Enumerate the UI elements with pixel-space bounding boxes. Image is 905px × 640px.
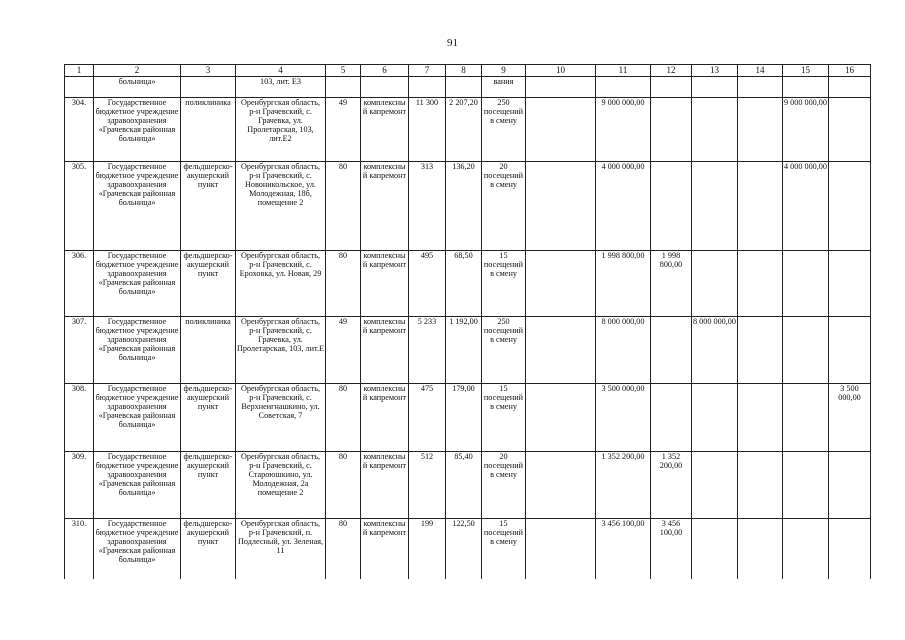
column-number-row <box>65 65 871 77</box>
cell-row-number: 304. <box>65 98 94 162</box>
table-row <box>65 162 871 251</box>
cell-capacity: 20 посещений в смену <box>482 162 526 251</box>
cell-institution: Государственное бюджетное учреждение здравоохранения «Грачевская районная больница» <box>94 162 181 251</box>
cell-col15: 4 000 000,00 <box>783 162 829 251</box>
cell-volume: 495 <box>409 251 446 317</box>
cell-work-type: комплексный капремонт <box>361 251 409 317</box>
cell-col15 <box>783 251 829 317</box>
cell-volume: 475 <box>409 384 446 452</box>
cell-col13 <box>692 519 738 580</box>
cell-address: Оренбургская область, р-н Грачевский, с. Староюшкино, ул. Молодежная, 2а помещение 2 <box>236 452 326 519</box>
column-number: 5 <box>326 65 361 77</box>
cell-col10 <box>526 98 596 162</box>
cell-facility-type: фельдшерско-акушерский пункт <box>181 162 236 251</box>
cell-col16 <box>829 452 871 519</box>
column-number: 4 <box>236 65 326 77</box>
cell-facility-type: фельдшерско-акушерский пункт <box>181 519 236 580</box>
cell-col14 <box>738 98 783 162</box>
cell-capacity: 15 посещений в смену <box>482 519 526 580</box>
column-number: 8 <box>446 65 482 77</box>
cell-col16 <box>829 251 871 317</box>
cell-facility-type: фельдшерско-акушерский пункт <box>181 251 236 317</box>
cell-address: Оренбургская область, р-н Грачевский, с. Ероховка, ул. Новая, 29 <box>236 251 326 317</box>
cell-institution: больница» <box>94 77 181 98</box>
cell-facility-type: фельдшерско-акушерский пункт <box>181 384 236 452</box>
cell-work-type: комплексный капремонт <box>361 162 409 251</box>
cell-col12: 1 998 800,00 <box>651 251 692 317</box>
cell-address: Оренбургская область, р-н Грачевский, с. Грачевка, ул. Пролетарская, 103, лит.Е <box>236 317 326 384</box>
cell-col15 <box>783 317 829 384</box>
cell-capacity: 15 посещений в смену <box>482 384 526 452</box>
cell-col13 <box>692 251 738 317</box>
table-row <box>65 317 871 384</box>
cell-col12 <box>651 98 692 162</box>
cell-col14 <box>738 317 783 384</box>
cell-capacity: 20 посещений в смену <box>482 452 526 519</box>
cell-col14 <box>738 452 783 519</box>
cell-col14 <box>738 519 783 580</box>
cell-total-cost: 3 456 100,00 <box>596 519 651 580</box>
table-row <box>65 98 871 162</box>
cell-capacity: 250 посещений в смену <box>482 98 526 162</box>
table-row <box>65 452 871 519</box>
cell-total-cost: 3 500 000,00 <box>596 384 651 452</box>
cell-total-cost: 8 000 000,00 <box>596 317 651 384</box>
cell-col15: 9 000 000,00 <box>783 98 829 162</box>
cell-col10 <box>526 317 596 384</box>
column-number: 14 <box>738 65 783 77</box>
cell-code: 80 <box>326 384 361 452</box>
cell-volume: 5 233 <box>409 317 446 384</box>
cell-col16 <box>829 162 871 251</box>
cell-address: Оренбургская область, р-н Грачевский, с. Новоникольское, ул. Молодежная, 18б, помещение 2 <box>236 162 326 251</box>
cell-work-type: комплексный капремонт <box>361 98 409 162</box>
cell-code: 80 <box>326 452 361 519</box>
cell-institution: Государственное бюджетное учреждение здравоохранения «Грачевская районная больница» <box>94 384 181 452</box>
cell-work-type: комплексный капремонт <box>361 317 409 384</box>
cell-col12 <box>651 384 692 452</box>
column-number: 3 <box>181 65 236 77</box>
cell-col10 <box>526 519 596 580</box>
column-number: 6 <box>361 65 409 77</box>
cell-work-type: комплексный капремонт <box>361 452 409 519</box>
continuation-row <box>65 77 871 98</box>
cell-col10 <box>526 162 596 251</box>
cell-code: 80 <box>326 519 361 580</box>
cell-col12: 1 352 200,00 <box>651 452 692 519</box>
cell-area: 122,50 <box>446 519 482 580</box>
cell-row-number: 305. <box>65 162 94 251</box>
cell-address: Оренбургская область, р-н Грачевский, п. Подлесный, ул. Зеленая, 11 <box>236 519 326 580</box>
cell-work-type: комплексный капремонт <box>361 384 409 452</box>
cell-col13 <box>692 98 738 162</box>
cell-col12 <box>651 317 692 384</box>
cell-total-cost: 9 000 000,00 <box>596 98 651 162</box>
cell-row-number: 306. <box>65 251 94 317</box>
cell-facility-type: поликлиника <box>181 317 236 384</box>
cell-col10 <box>526 384 596 452</box>
cell-code: 80 <box>326 162 361 251</box>
cell-col15 <box>783 384 829 452</box>
cell-col13: 8 000 000,00 <box>692 317 738 384</box>
cell-col13 <box>692 384 738 452</box>
cell-area: 1 192,00 <box>446 317 482 384</box>
cell-col15 <box>783 452 829 519</box>
cell-institution: Государственное бюджетное учреждение здравоохранения «Грачевская районная больница» <box>94 317 181 384</box>
cell-area: 68,50 <box>446 251 482 317</box>
column-number: 1 <box>65 65 94 77</box>
cell-col16 <box>829 98 871 162</box>
cell-work-type: комплексный капремонт <box>361 519 409 580</box>
cell-volume: 313 <box>409 162 446 251</box>
cell-area: 136,20 <box>446 162 482 251</box>
cell-col14 <box>738 251 783 317</box>
cell-col13 <box>692 162 738 251</box>
cell-code: 49 <box>326 317 361 384</box>
cell-capacity: 15 посещений в смену <box>482 251 526 317</box>
cell-row-number: 308. <box>65 384 94 452</box>
cell-facility-type: фельдшерско-акушерский пункт <box>181 452 236 519</box>
cell-col14 <box>738 384 783 452</box>
cell-volume: 11 300 <box>409 98 446 162</box>
column-number: 16 <box>829 65 871 77</box>
cell-area: 2 207,20 <box>446 98 482 162</box>
cell-capacity: вания <box>482 77 526 98</box>
cell-code: 49 <box>326 98 361 162</box>
cell-total-cost: 1 352 200,00 <box>596 452 651 519</box>
cell-address: Оренбургская область, р-н Грачевский, с. Верхнеигнашкино, ул. Советская, 7 <box>236 384 326 452</box>
cell-address: 103, лит. Е3 <box>236 77 326 98</box>
cell-area: 179,00 <box>446 384 482 452</box>
cell-col16 <box>829 317 871 384</box>
cell-total-cost: 1 998 800,00 <box>596 251 651 317</box>
column-number: 10 <box>526 65 596 77</box>
capital-repair-table <box>64 64 871 579</box>
table-row <box>65 251 871 317</box>
column-number: 15 <box>783 65 829 77</box>
cell-volume: 512 <box>409 452 446 519</box>
cell-capacity: 250 посещений в смену <box>482 317 526 384</box>
cell-address: Оренбургская область, р-н Грачевский, с. Грачевка, ул. Пролетарская, 103, лит.Е2 <box>236 98 326 162</box>
cell-institution: Государственное бюджетное учреждение здравоохранения «Грачевская районная больница» <box>94 452 181 519</box>
column-number: 11 <box>596 65 651 77</box>
cell-col12 <box>651 162 692 251</box>
cell-code: 80 <box>326 251 361 317</box>
page-number: 91 <box>447 37 458 49</box>
cell-area: 85,40 <box>446 452 482 519</box>
cell-col10 <box>526 251 596 317</box>
cell-col16 <box>829 519 871 580</box>
cell-col12: 3 456 100,00 <box>651 519 692 580</box>
cell-total-cost: 4 000 000,00 <box>596 162 651 251</box>
column-number: 7 <box>409 65 446 77</box>
column-number: 2 <box>94 65 181 77</box>
column-number: 9 <box>482 65 526 77</box>
cell-col10 <box>526 452 596 519</box>
cell-row-number: 309. <box>65 452 94 519</box>
table-row <box>65 519 871 580</box>
cell-facility-type: поликлиника <box>181 98 236 162</box>
column-number: 12 <box>651 65 692 77</box>
cell-institution: Государственное бюджетное учреждение здравоохранения «Грачевская районная больница» <box>94 251 181 317</box>
cell-institution: Государственное бюджетное учреждение здравоохранения «Грачевская районная больница» <box>94 98 181 162</box>
cell-col15 <box>783 519 829 580</box>
cell-col14 <box>738 162 783 251</box>
cell-col16: 3 500 000,00 <box>829 384 871 452</box>
column-number: 13 <box>692 65 738 77</box>
cell-volume: 199 <box>409 519 446 580</box>
table-row <box>65 384 871 452</box>
cell-row-number: 307. <box>65 317 94 384</box>
cell-row-number: 310. <box>65 519 94 580</box>
cell-col13 <box>692 452 738 519</box>
cell-institution: Государственное бюджетное учреждение здравоохранения «Грачевская районная больница» <box>94 519 181 580</box>
